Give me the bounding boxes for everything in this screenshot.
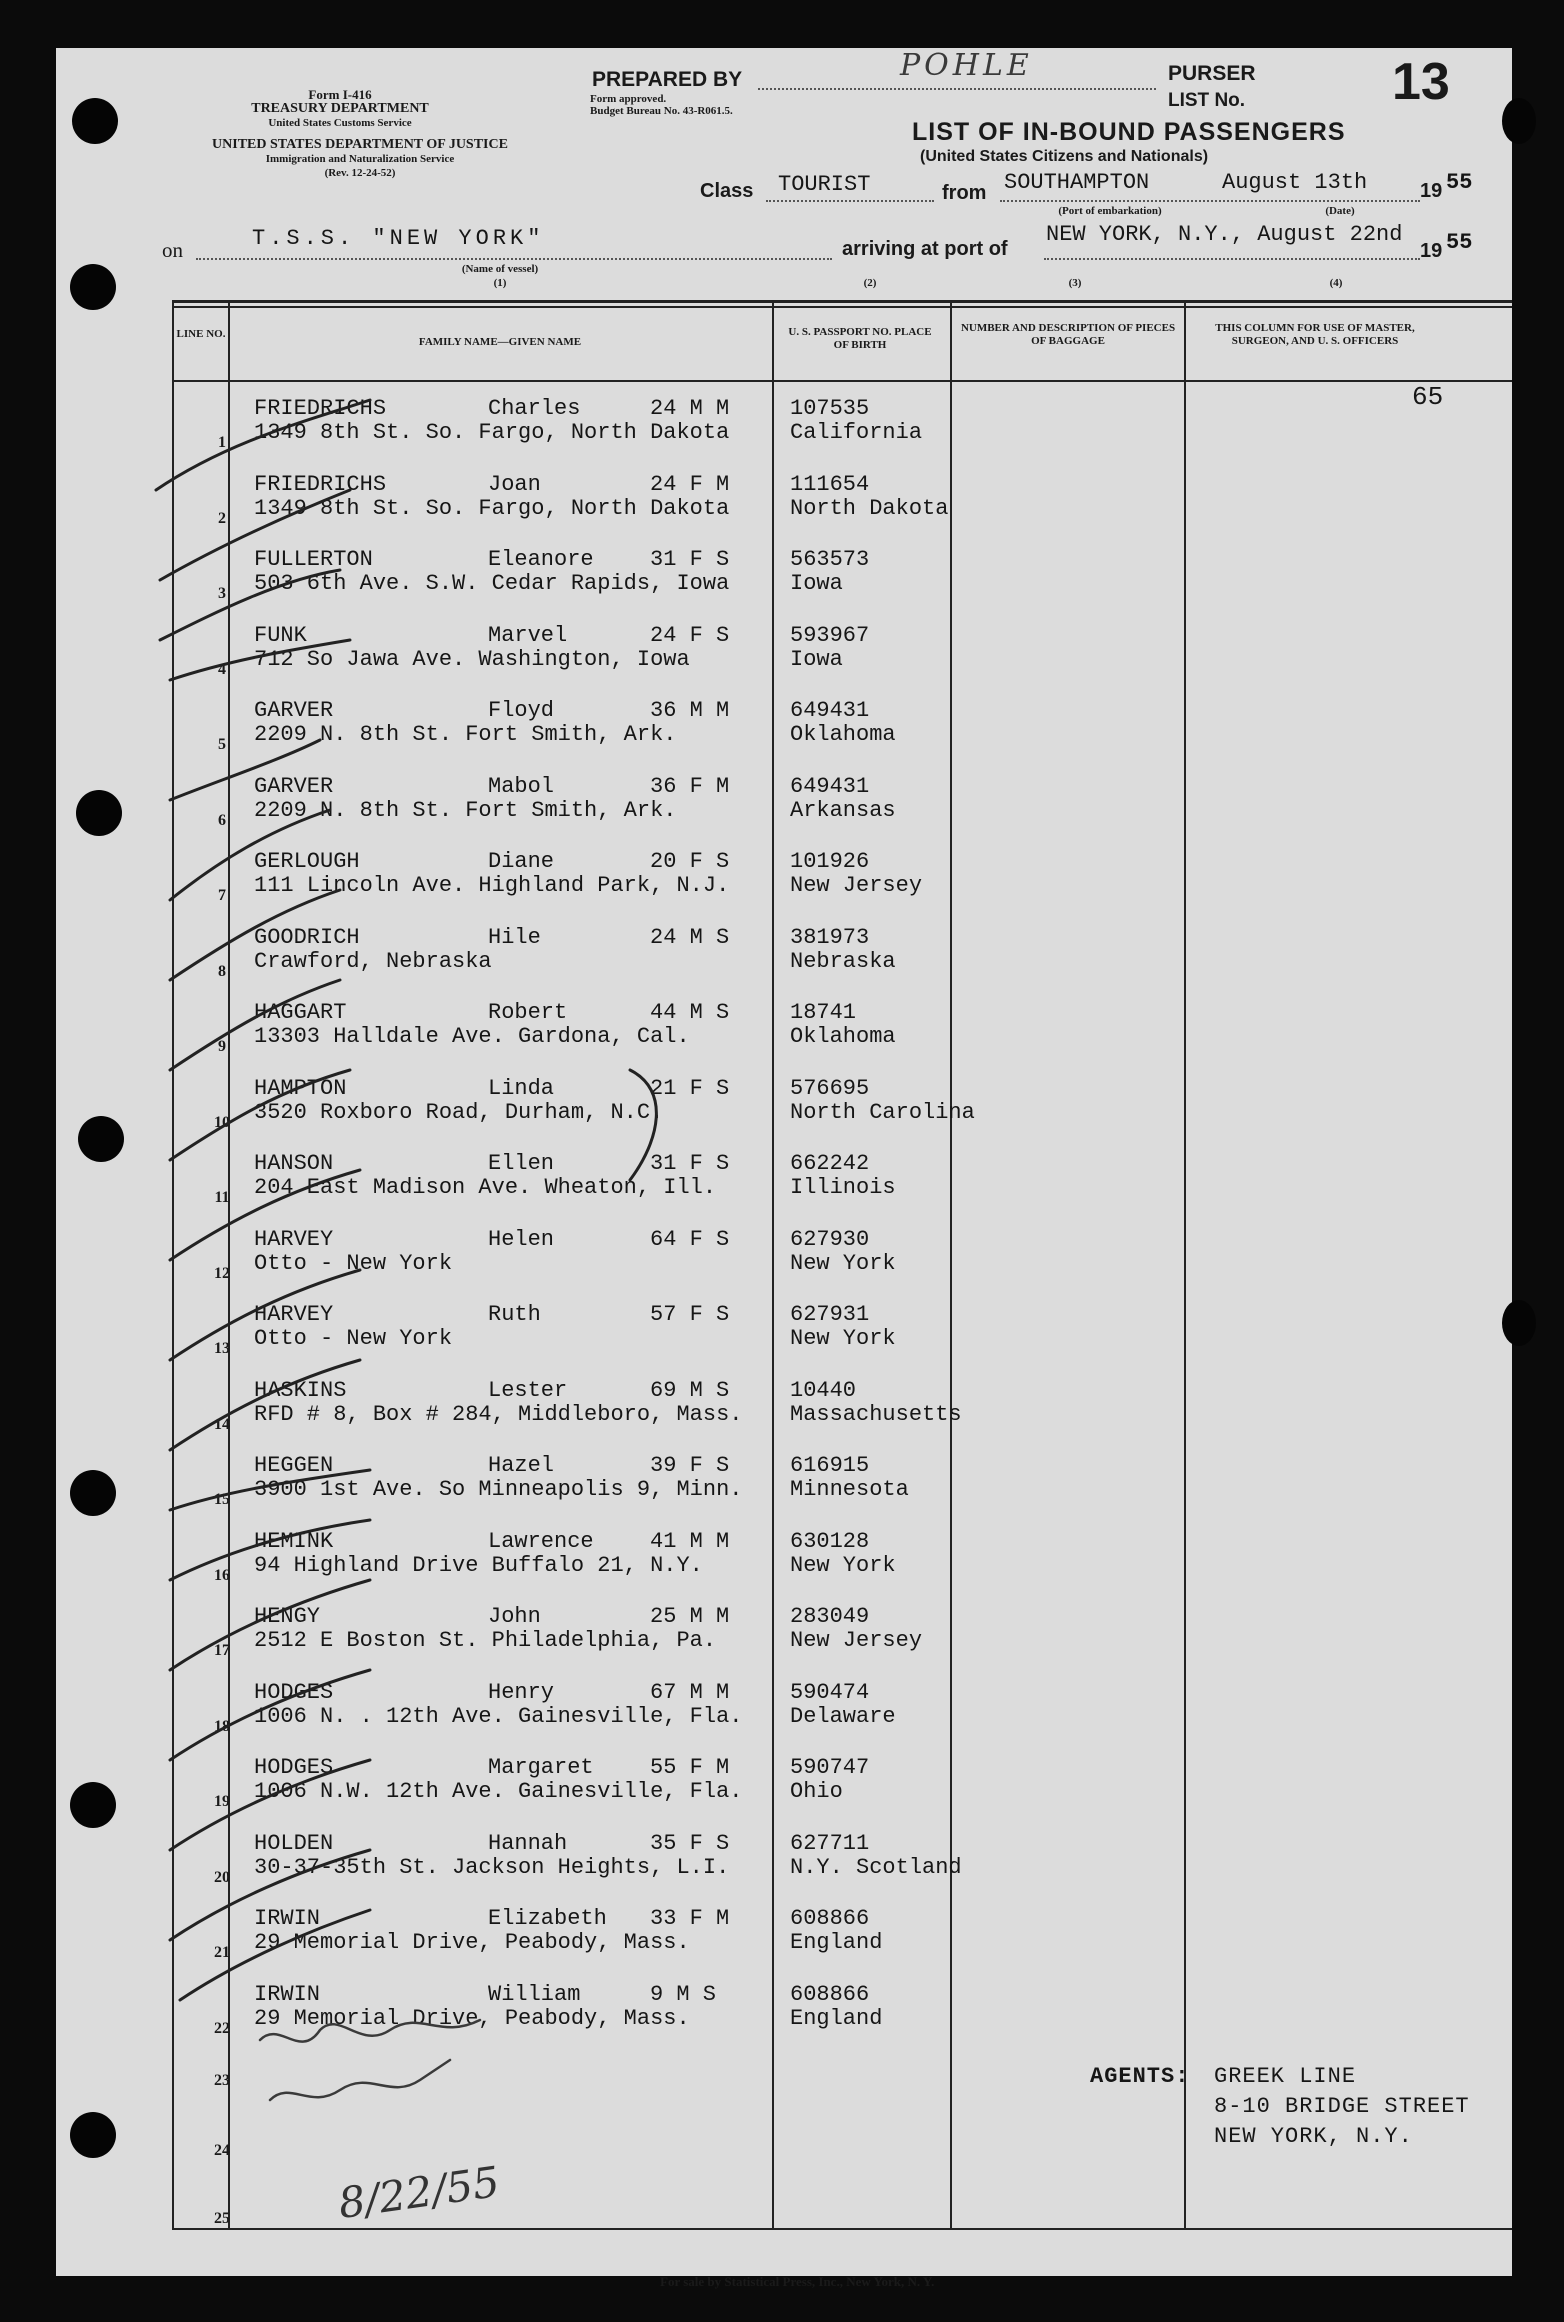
- passenger-surname: HEMINK: [254, 1528, 334, 1554]
- passenger-surname: HOLDEN: [254, 1830, 334, 1856]
- place-of-birth: North Dakota: [790, 495, 949, 521]
- embarkation-date: August 13th: [1222, 170, 1368, 195]
- line-number: 17: [214, 1642, 230, 1659]
- prepared-by-label: PREPARED BY: [592, 68, 743, 91]
- passenger-given-name: Ruth: [488, 1302, 541, 1327]
- form-revision: (Rev. 12-24-52): [324, 167, 396, 179]
- line-number: 25: [214, 2210, 230, 2227]
- punch-hole: [70, 2112, 116, 2158]
- purser-label: PURSER: [1168, 62, 1256, 85]
- passenger-surname: HODGES: [254, 1755, 334, 1780]
- passenger-given-name: Henry: [488, 1679, 555, 1705]
- passenger-address: 94 Highland Drive Buffalo 21, N.Y.: [254, 1552, 703, 1578]
- passenger-surname: GARVER: [254, 698, 334, 723]
- place-of-birth: Nebraska: [790, 948, 896, 974]
- passenger-address: 13303 Halldale Ave. Gardona, Cal.: [254, 1024, 690, 1049]
- passport-number: 590747: [790, 1755, 870, 1780]
- passenger-age-sex-status: 25 M M: [650, 1604, 730, 1629]
- port-caption: (Port of embarkation): [1058, 205, 1162, 217]
- passenger-address: 1006 N.W. 12th Ave. Gainesville, Fla.: [254, 1779, 743, 1804]
- class-value: TOURIST: [778, 172, 871, 197]
- place-of-birth: Massachusetts: [790, 1401, 962, 1427]
- punch-hole: [78, 1116, 124, 1162]
- line-number: 9: [218, 1038, 226, 1055]
- passenger-age-sex-status: 31 F S: [650, 547, 730, 572]
- passenger-age-sex-status: 55 F M: [650, 1755, 730, 1780]
- passport-number: 593967: [790, 622, 870, 648]
- place-of-birth: Oklahoma: [790, 1024, 896, 1049]
- passenger-address: 111 Lincoln Ave. Highland Park, N.J.: [254, 873, 730, 898]
- passport-number: 283049: [790, 1604, 870, 1629]
- passenger-age-sex-status: 24 M S: [650, 924, 730, 950]
- passenger-address: 204 East Madison Ave. Wheaton, Ill.: [254, 1175, 717, 1200]
- line-number: 20: [214, 1868, 230, 1886]
- caption-4: (4): [1329, 277, 1343, 289]
- vessel-name: T.S.S. "NEW YORK": [252, 226, 545, 251]
- col-header-baggage: NUMBER AND DESCRIPTION OF PIECES OF BAGGAGE: [960, 322, 1176, 347]
- col-header-name: FAMILY NAME—GIVEN NAME: [418, 336, 582, 348]
- line-number: 4: [218, 660, 226, 678]
- passport-number: 627931: [790, 1302, 870, 1327]
- place-of-birth: New York: [790, 1552, 896, 1578]
- passenger-surname: IRWIN: [254, 1981, 321, 2007]
- line-number: 3: [218, 585, 226, 602]
- passenger-age-sex-status: 9 M S: [650, 1981, 717, 2007]
- line-number: 22: [214, 2019, 230, 2037]
- passenger-surname: HANSON: [254, 1151, 334, 1176]
- passenger-address: 712 So Jawa Ave. Washington, Iowa: [254, 646, 690, 672]
- immigration-service: Immigration and Naturalization Service: [265, 153, 455, 165]
- passenger-given-name: Lester: [488, 1377, 568, 1403]
- passenger-age-sex-status: 36 M M: [650, 698, 730, 723]
- passenger-given-name: Charles: [488, 396, 581, 421]
- printer-footer: For sale by Statistical Press, Inc., New York, N. Y.: [660, 2274, 935, 2289]
- punch-hole: [1502, 98, 1536, 144]
- passenger-address: 30-37-35th St. Jackson Heights, L.I.: [254, 1854, 730, 1880]
- from-label: from: [942, 182, 987, 204]
- passenger-address: 503 6th Ave. S.W. Cedar Rapids, Iowa: [254, 571, 730, 596]
- officer-note: 65: [1412, 382, 1444, 412]
- budget-bureau: Budget Bureau No. 43-R061.5.: [590, 105, 733, 117]
- passport-number: 608866: [790, 1981, 870, 2007]
- passenger-age-sex-status: 64 F S: [650, 1226, 730, 1252]
- passport-number: 608866: [790, 1906, 870, 1931]
- place-of-birth: North Carolina: [790, 1099, 975, 1125]
- agents-label: AGENTS:: [1090, 2064, 1190, 2089]
- passport-number: 630128: [790, 1528, 870, 1554]
- passenger-age-sex-status: 24 F M: [650, 471, 730, 497]
- place-of-birth: Iowa: [790, 646, 843, 672]
- year-suffix-2: 55: [1446, 230, 1473, 255]
- place-of-birth: Iowa: [790, 571, 843, 596]
- passenger-given-name: Linda: [488, 1075, 555, 1101]
- caption-1: (1): [493, 277, 507, 289]
- passport-number: 18741: [790, 1000, 857, 1025]
- punch-hole: [1502, 1300, 1536, 1346]
- col-header-passport: U. S. PASSPORT NO. PLACE OF BIRTH: [788, 326, 932, 351]
- year-prefix: 19: [1420, 180, 1443, 202]
- list-number: 13: [1392, 53, 1450, 111]
- passenger-given-name: Mabol: [488, 773, 555, 799]
- caption-3: (3): [1068, 277, 1082, 289]
- passenger-age-sex-status: 69 M S: [650, 1377, 730, 1403]
- line-number: 15: [214, 1491, 230, 1508]
- passenger-address: 2209 N. 8th St. Fort Smith, Ark.: [254, 722, 677, 747]
- place-of-birth: Illinois: [790, 1175, 896, 1200]
- passport-number: 627711: [790, 1830, 870, 1856]
- passenger-surname: HENGY: [254, 1604, 321, 1629]
- passport-number: 590474: [790, 1679, 870, 1705]
- agent-line-1: GREEK LINE: [1214, 2064, 1357, 2089]
- passport-number: 616915: [790, 1453, 870, 1478]
- col-header-line: LINE NO.: [176, 328, 226, 340]
- passport-number: 563573: [790, 547, 870, 572]
- preparer-signature: POHLE: [900, 48, 1033, 83]
- arrival-port: NEW YORK, N.Y., August 22nd: [1046, 222, 1403, 247]
- passenger-surname: FULLERTON: [254, 547, 373, 572]
- line-number: 7: [218, 887, 226, 904]
- passenger-surname: HARVEY: [254, 1226, 334, 1252]
- passenger-given-name: Diane: [488, 849, 555, 874]
- passenger-address: 3520 Roxboro Road, Durham, N.C.: [254, 1099, 664, 1125]
- passenger-address: 2209 N. 8th St. Fort Smith, Ark.: [254, 797, 677, 823]
- line-number: 23: [214, 2072, 230, 2089]
- passenger-age-sex-status: 33 F M: [650, 1906, 730, 1931]
- line-number: 6: [218, 811, 226, 829]
- place-of-birth: New York: [790, 1250, 896, 1276]
- passenger-surname: GARVER: [254, 773, 334, 799]
- passenger-age-sex-status: 57 F S: [650, 1302, 730, 1327]
- line-number: 16: [214, 1566, 230, 1584]
- passenger-age-sex-status: 36 F M: [650, 773, 730, 799]
- line-number: 2: [218, 509, 226, 527]
- line-number: 19: [214, 1793, 230, 1810]
- passenger-address: 1006 N. . 12th Ave. Gainesville, Fla.: [254, 1703, 743, 1729]
- passenger-address: 29 Memorial Drive, Peabody, Mass.: [254, 1930, 690, 1955]
- passenger-given-name: Marvel: [488, 622, 568, 648]
- passenger-surname: HASKINS: [254, 1377, 347, 1403]
- passenger-age-sex-status: 21 F S: [650, 1075, 730, 1101]
- passport-number: 649431: [790, 773, 870, 799]
- passenger-age-sex-status: 44 M S: [650, 1000, 730, 1025]
- form-number: Form I-416: [308, 87, 372, 102]
- punch-hole: [76, 790, 122, 836]
- line-number: 18: [214, 1717, 230, 1735]
- line-number: 21: [214, 1944, 230, 1961]
- list-subtitle: (United States Citizens and Nationals): [920, 148, 1209, 165]
- place-of-birth: New Jersey: [790, 1628, 923, 1653]
- passenger-given-name: John: [488, 1604, 541, 1629]
- passenger-given-name: Hile: [488, 924, 541, 950]
- line-number: 24: [214, 2142, 230, 2159]
- customs-service: United States Customs Service: [268, 117, 412, 129]
- place-of-birth: New Jersey: [790, 873, 923, 898]
- passenger-address: Otto - New York: [254, 1250, 453, 1276]
- passport-number: 649431: [790, 698, 870, 723]
- place-of-birth: England: [790, 2005, 883, 2031]
- passenger-given-name: William: [488, 1981, 581, 2007]
- passenger-age-sex-status: 67 M M: [650, 1679, 730, 1705]
- list-title: LIST OF IN-BOUND PASSENGERS: [912, 118, 1346, 146]
- passenger-surname: IRWIN: [254, 1906, 321, 1931]
- punch-hole: [70, 1782, 116, 1828]
- passenger-address: 1349 8th St. So. Fargo, North Dakota: [254, 495, 730, 521]
- passenger-given-name: Margaret: [488, 1755, 594, 1780]
- passenger-address: 29 Memorial Drive, Peabody, Mass.: [254, 2005, 690, 2031]
- passenger-surname: HARVEY: [254, 1302, 334, 1327]
- passenger-surname: HODGES: [254, 1679, 334, 1705]
- passenger-surname: HEGGEN: [254, 1453, 334, 1478]
- punch-hole: [70, 1470, 116, 1516]
- line-number: 14: [214, 1415, 230, 1433]
- agent-line-2: 8-10 BRIDGE STREET: [1214, 2094, 1470, 2119]
- line-number: 13: [214, 1340, 230, 1357]
- passenger-given-name: Hazel: [488, 1453, 555, 1478]
- line-number: 1: [218, 434, 226, 451]
- passport-number: 662242: [790, 1151, 870, 1176]
- passenger-surname: FUNK: [254, 622, 307, 648]
- passenger-given-name: Eleanore: [488, 547, 594, 572]
- place-of-birth: Delaware: [790, 1703, 896, 1729]
- year-prefix-2: 19: [1420, 240, 1443, 262]
- passenger-address: RFD # 8, Box # 284, Middleboro, Mass.: [254, 1401, 743, 1427]
- vessel-caption: (Name of vessel): [461, 263, 539, 275]
- passenger-address: Crawford, Nebraska: [254, 948, 492, 974]
- passenger-surname: GERLOUGH: [254, 849, 360, 874]
- passenger-surname: HAMPTON: [254, 1075, 347, 1101]
- passenger-address: 1349 8th St. So. Fargo, North Dakota: [254, 420, 730, 445]
- passenger-given-name: Lawrence: [488, 1528, 594, 1554]
- passenger-given-name: Joan: [488, 471, 541, 497]
- passenger-age-sex-status: 24 M M: [650, 396, 730, 421]
- place-of-birth: New York: [790, 1326, 896, 1351]
- place-of-birth: Oklahoma: [790, 722, 896, 747]
- line-number: 10: [214, 1113, 230, 1131]
- passenger-surname: HAGGART: [254, 1000, 347, 1025]
- passenger-given-name: Hannah: [488, 1830, 568, 1856]
- place-of-birth: Ohio: [790, 1779, 843, 1804]
- passenger-age-sex-status: 31 F S: [650, 1151, 730, 1176]
- passport-number: 381973: [790, 924, 870, 950]
- passenger-given-name: Helen: [488, 1226, 555, 1252]
- place-of-birth: California: [790, 420, 923, 445]
- passenger-age-sex-status: 20 F S: [650, 849, 730, 874]
- punch-hole: [72, 98, 118, 144]
- passenger-given-name: Ellen: [488, 1151, 555, 1176]
- passport-number: 111654: [790, 471, 870, 497]
- passport-number: 107535: [790, 396, 870, 421]
- place-of-birth: Arkansas: [790, 797, 896, 823]
- inspector-check-marks: [150, 380, 830, 2280]
- passenger-address: Otto - New York: [254, 1326, 453, 1351]
- list-no-label: LIST No.: [1168, 90, 1246, 111]
- class-label: Class: [700, 180, 754, 202]
- passenger-address: 2512 E Boston St. Philadelphia, Pa.: [254, 1628, 717, 1653]
- passenger-given-name: Floyd: [488, 698, 555, 723]
- treasury-department: TREASURY DEPARTMENT: [251, 101, 429, 116]
- passenger-age-sex-status: 41 M M: [650, 1528, 730, 1554]
- line-number: 12: [214, 1264, 230, 1282]
- form-approved: Form approved.: [590, 93, 667, 105]
- agent-line-3: NEW YORK, N.Y.: [1214, 2124, 1413, 2149]
- place-of-birth: England: [790, 1930, 883, 1955]
- place-of-birth: N.Y. Scotland: [790, 1854, 962, 1880]
- punch-hole: [70, 264, 116, 310]
- passport-number: 627930: [790, 1226, 870, 1252]
- passenger-surname: GOODRICH: [254, 924, 360, 950]
- line-number: 5: [218, 736, 226, 753]
- passenger-age-sex-status: 39 F S: [650, 1453, 730, 1478]
- handwritten-date: 8/22/55: [335, 2156, 503, 2229]
- on-label: on: [162, 238, 183, 262]
- line-number: 11: [214, 1189, 230, 1206]
- caption-2: (2): [863, 277, 877, 289]
- passenger-surname: FRIEDRICHS: [254, 471, 387, 497]
- arriving-label: arriving at port of: [842, 238, 1008, 260]
- year-suffix: 55: [1446, 170, 1473, 195]
- line-number: 8: [218, 962, 226, 980]
- passenger-surname: FRIEDRICHS: [254, 396, 387, 421]
- date-caption: (Date): [1325, 205, 1355, 217]
- passenger-given-name: Elizabeth: [488, 1906, 607, 1931]
- passenger-age-sex-status: 35 F S: [650, 1830, 730, 1856]
- port-of-embarkation: SOUTHAMPTON: [1004, 170, 1150, 195]
- justice-department: UNITED STATES DEPARTMENT OF JUSTICE: [212, 137, 508, 152]
- passport-number: 10440: [790, 1377, 857, 1403]
- passport-number: 576695: [790, 1075, 870, 1101]
- passenger-address: 3900 1st Ave. So Minneapolis 9, Minn.: [254, 1477, 743, 1502]
- passenger-age-sex-status: 24 F S: [650, 622, 730, 648]
- place-of-birth: Minnesota: [790, 1477, 909, 1502]
- passport-number: 101926: [790, 849, 870, 874]
- col-header-officers: THIS COLUMN FOR USE OF MASTER, SURGEON, AND U. S. OFFICERS: [1215, 322, 1415, 347]
- passenger-given-name: Robert: [488, 1000, 568, 1025]
